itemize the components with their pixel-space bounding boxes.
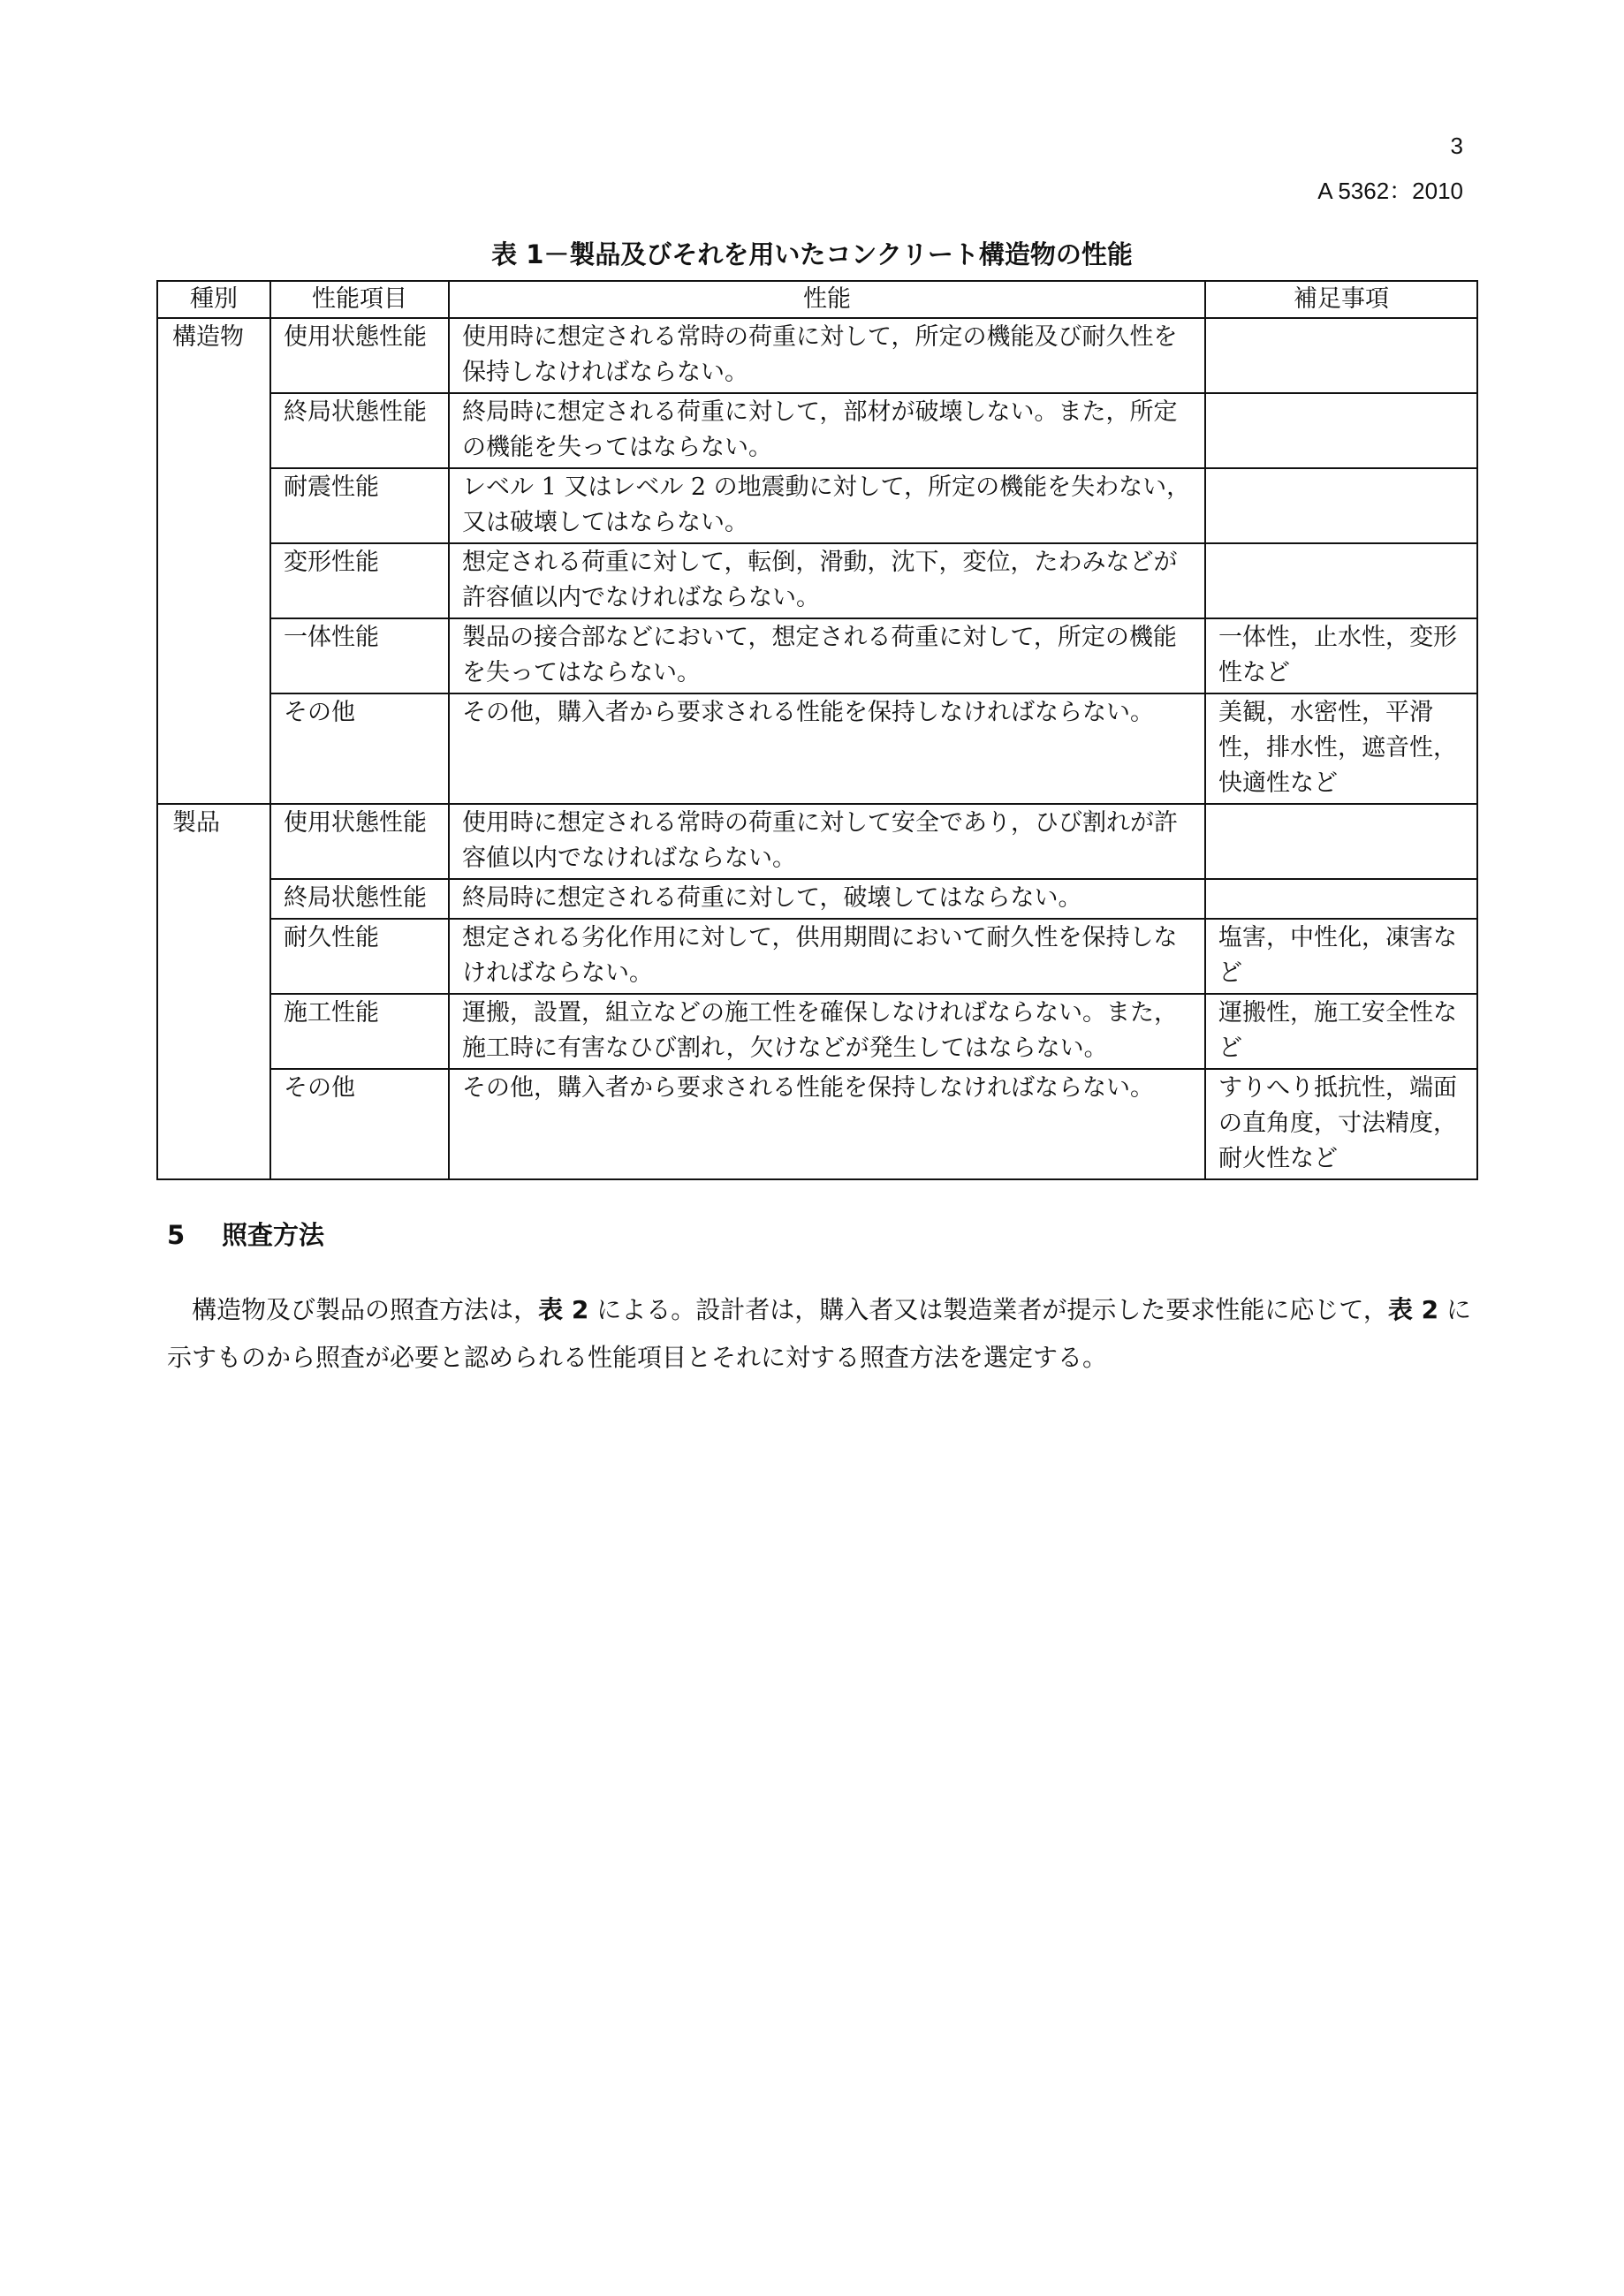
standard-id: A 5362：2010: [1317, 178, 1463, 204]
performance-cell: その他，購入者から要求される性能を保持しなければならない。: [449, 693, 1205, 804]
section-title: 照査方法: [222, 1220, 325, 1250]
item-cell: 耐久性能: [270, 919, 449, 994]
performance-table: [156, 280, 1478, 1180]
performance-cell: 想定される劣化作用に対して，供用期間において耐久性を保持しなければならない。: [449, 919, 1205, 994]
body-text: に示すものから照査が必要と認められる性能項目とそれに対する照査方法を選定する。: [167, 1295, 1471, 1372]
body-text: 構造物及び製品の照査方法は，: [192, 1295, 539, 1324]
note-cell: [1205, 468, 1477, 543]
item-cell: その他: [270, 693, 449, 804]
performance-cell: 運搬，設置，組立などの施工性を確保しなければならない。また，施工時に有害なひび割れ，欠けなどが発生してはならない。: [449, 994, 1205, 1069]
type-cell-product: 製品: [157, 804, 270, 1179]
table-row: [157, 468, 1477, 543]
performance-cell: その他，購入者から要求される性能を保持しなければならない。: [449, 1069, 1205, 1179]
table-header-row: [157, 281, 1477, 318]
section-heading: [167, 1216, 324, 1252]
table-row: [157, 393, 1477, 468]
table-row: [157, 693, 1477, 804]
item-cell: 耐震性能: [270, 468, 449, 543]
note-cell: すりへり抵抗性，端面の直角度，寸法精度，耐火性など: [1205, 1069, 1477, 1179]
column-header-note: 補足事項: [1205, 281, 1477, 318]
performance-cell: 製品の接合部などにおいて，想定される荷重に対して，所定の機能を失ってはならない。: [449, 618, 1205, 693]
table-row: [157, 804, 1477, 879]
performance-cell: 終局時に想定される荷重に対して，部材が破壊しない。また，所定の機能を失ってはならない。: [449, 393, 1205, 468]
table-row: [157, 879, 1477, 919]
column-header-performance: 性能: [449, 281, 1205, 318]
table-row: [157, 543, 1477, 618]
table-row: [157, 1069, 1477, 1179]
note-cell: [1205, 543, 1477, 618]
note-cell: 運搬性，施工安全性など: [1205, 994, 1477, 1069]
note-cell: [1205, 393, 1477, 468]
table-row: [157, 919, 1477, 994]
item-cell: その他: [270, 1069, 449, 1179]
item-cell: 終局状態性能: [270, 393, 449, 468]
performance-cell: レベル 1 又はレベル 2 の地震動に対して，所定の機能を失わない，又は破壊してはならない。: [449, 468, 1205, 543]
note-cell: 塩害，中性化，凍害など: [1205, 919, 1477, 994]
note-cell: 美観，水密性，平滑性，排水性，遮音性，快適性など: [1205, 693, 1477, 804]
table-row: [157, 994, 1477, 1069]
performance-cell: 終局時に想定される荷重に対して，破壊してはならない。: [449, 879, 1205, 919]
performance-cell: 使用時に想定される常時の荷重に対して安全であり，ひび割れが許容値以内でなければならない。: [449, 804, 1205, 879]
table-row: [157, 318, 1477, 393]
item-cell: 変形性能: [270, 543, 449, 618]
table-row: [157, 618, 1477, 693]
page-number: 3: [1450, 133, 1463, 159]
table-reference: 表 2: [538, 1295, 589, 1324]
performance-cell: 想定される荷重に対して，転倒，滑動，沈下，変位，たわみなどが許容値以内でなければならない。: [449, 543, 1205, 618]
note-cell: [1205, 318, 1477, 393]
item-cell: 施工性能: [270, 994, 449, 1069]
table-caption: 表 1－製品及びそれを用いたコンクリート構造物の性能: [491, 239, 1133, 269]
note-cell: [1205, 879, 1477, 919]
note-cell: [1205, 804, 1477, 879]
column-header-type: 種別: [157, 281, 270, 318]
item-cell: 終局状態性能: [270, 879, 449, 919]
note-cell: 一体性，止水性，変形性など: [1205, 618, 1477, 693]
item-cell: 一体性能: [270, 618, 449, 693]
body-text: による。設計者は，購入者又は製造業者が提示した要求性能に応じて，: [588, 1295, 1388, 1324]
section-number: 5: [167, 1220, 186, 1250]
performance-cell: 使用時に想定される常時の荷重に対して，所定の機能及び耐久性を保持しなければならない。: [449, 318, 1205, 393]
item-cell: 使用状態性能: [270, 804, 449, 879]
item-cell: 使用状態性能: [270, 318, 449, 393]
section-body: [167, 1286, 1471, 1382]
type-cell-structure: 構造物: [157, 318, 270, 804]
column-header-item: 性能項目: [270, 281, 449, 318]
table-reference: 表 2: [1387, 1295, 1439, 1324]
